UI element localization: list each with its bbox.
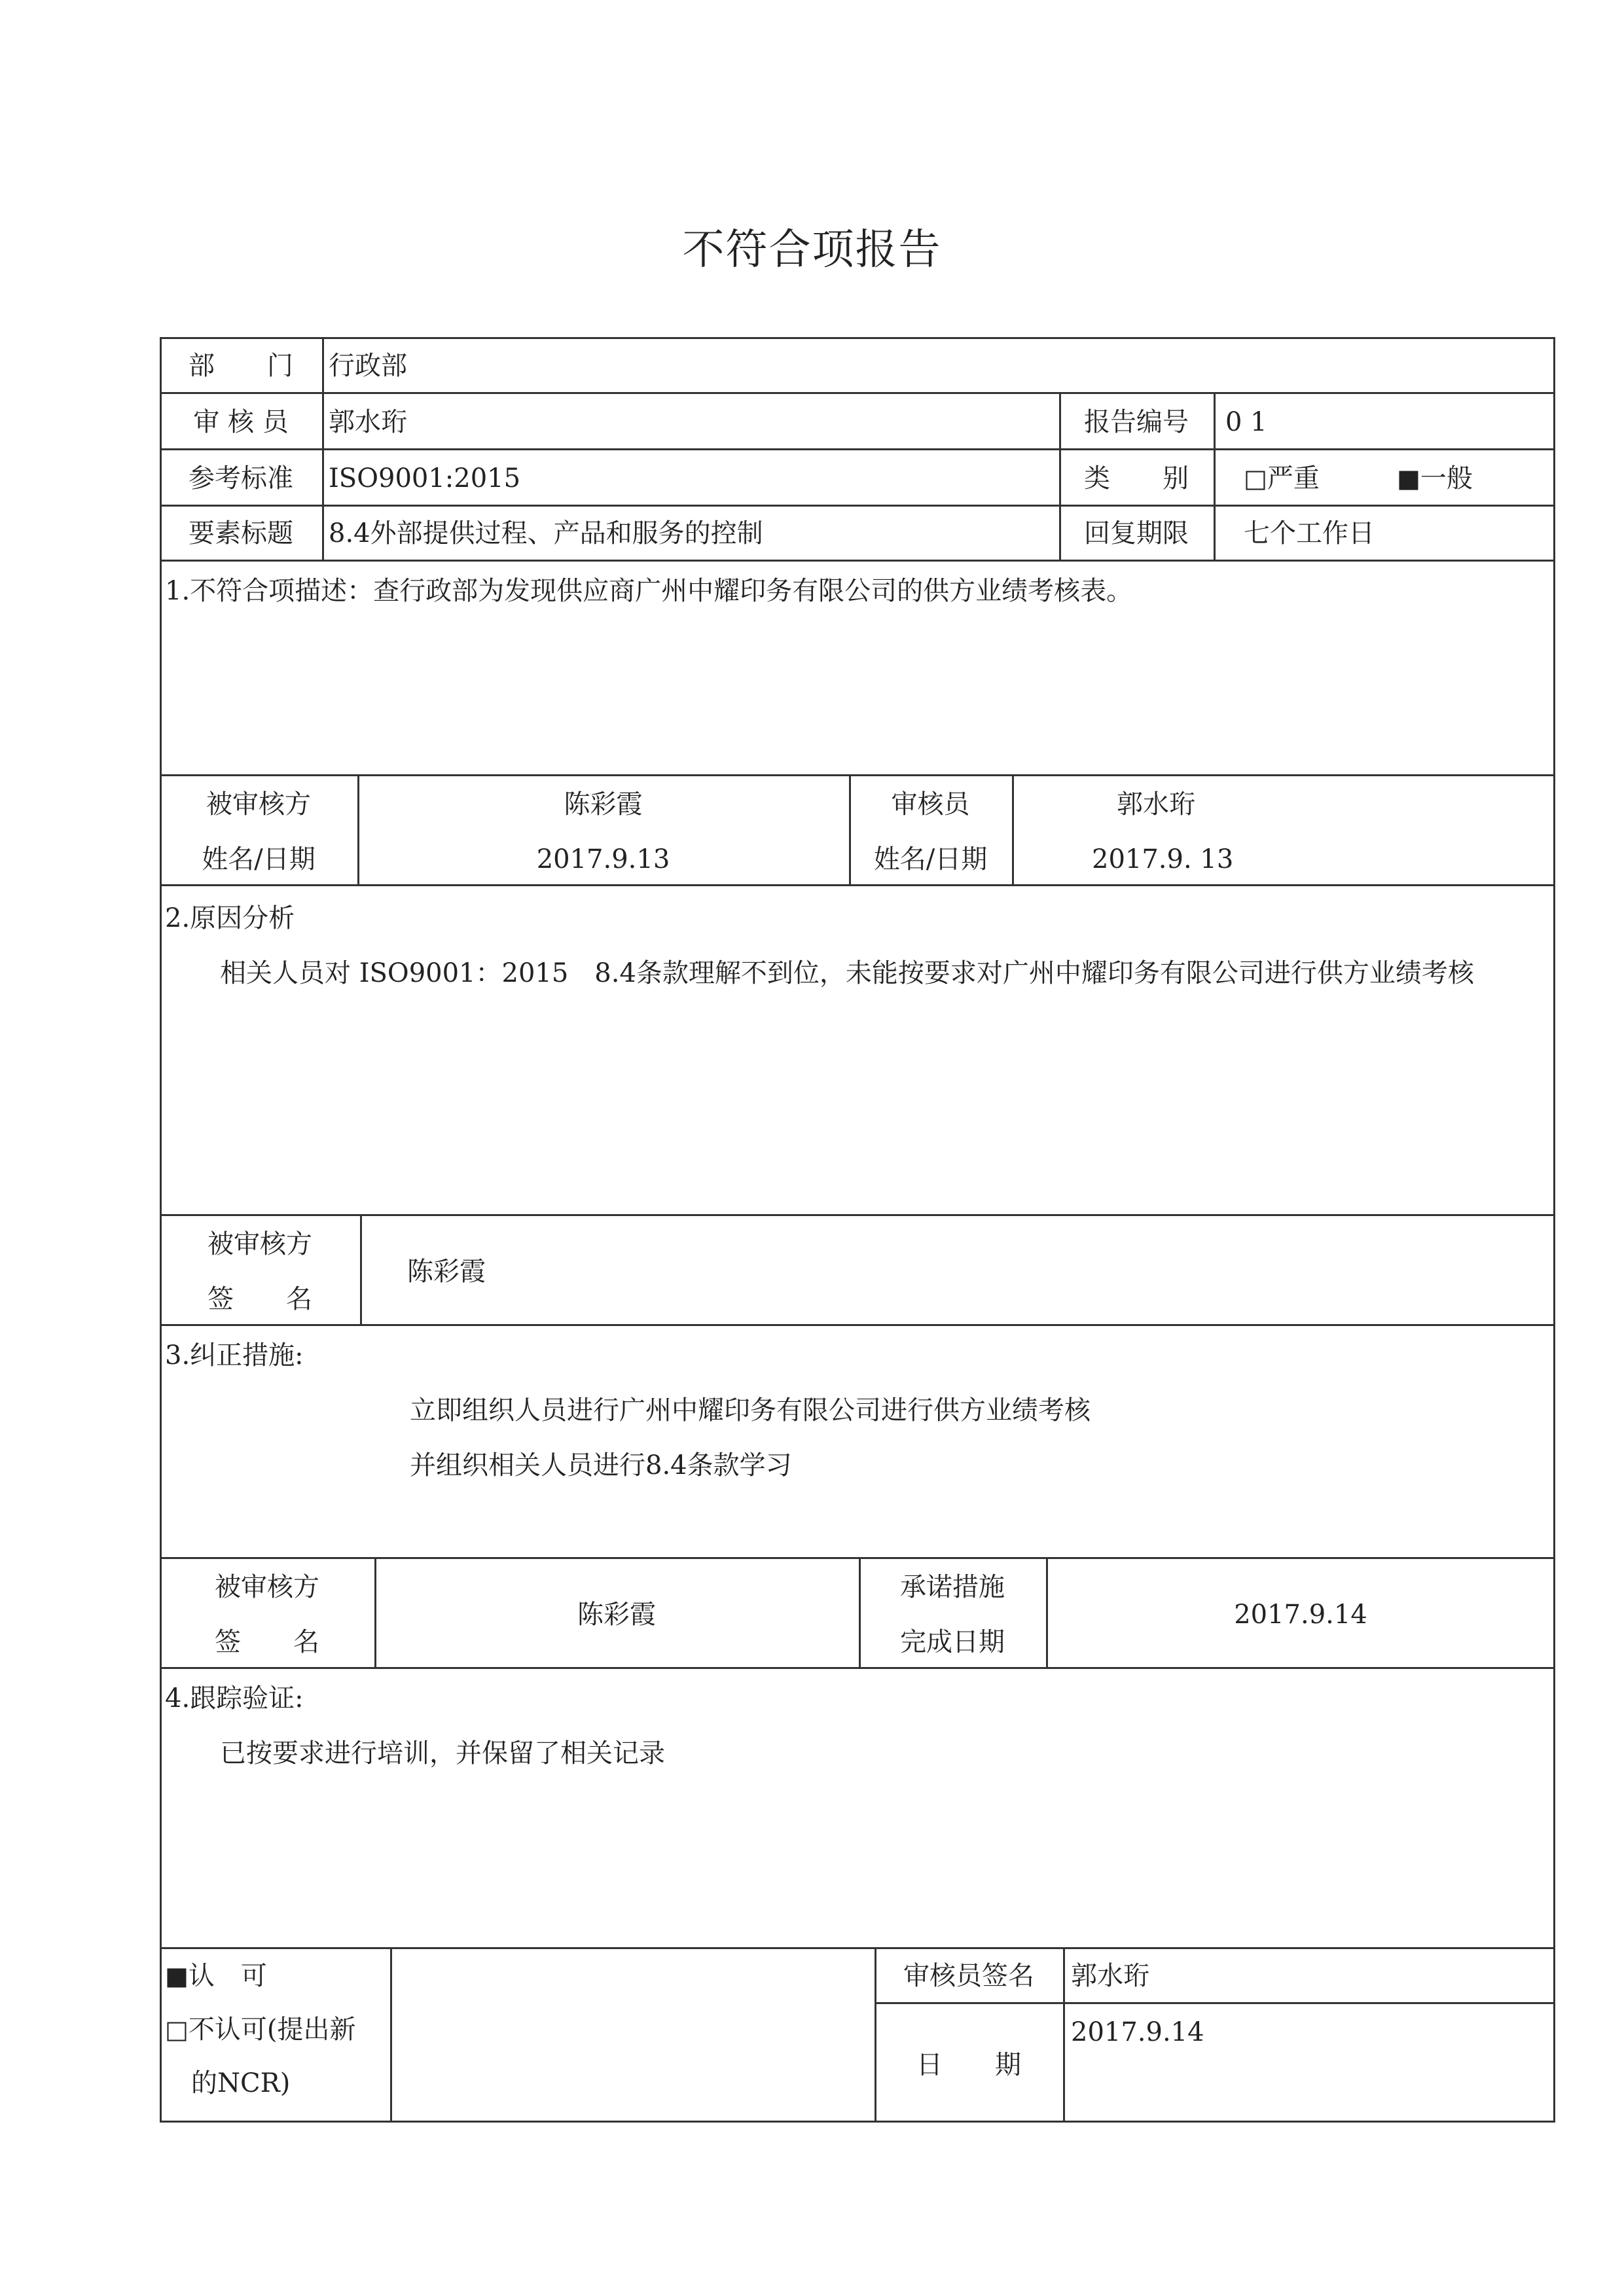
commit-date-value: 2017.9.14: [1234, 1600, 1367, 1630]
nonconformity-report-form: [160, 337, 1555, 2123]
date-label: 日 期: [916, 2050, 1021, 2080]
reply-value: 七个工作日: [1244, 518, 1375, 548]
section4-heading: 4.跟踪验证:: [165, 1683, 304, 1713]
section1-auditor-label-2: 姓名/日期: [873, 844, 988, 874]
table-border-bottom: [160, 2121, 1555, 2123]
section3-heading: 3.纠正措施:: [165, 1340, 304, 1371]
section3-sign-value: 陈彩霞: [577, 1600, 656, 1630]
section1-auditor-name: 郭水珩: [1117, 789, 1195, 819]
element-label: 要素标题: [189, 518, 293, 548]
category-general-option[interactable]: [1397, 463, 1473, 494]
col-divider: [1012, 774, 1014, 884]
col-divider: [390, 1947, 392, 2123]
section3-sign-label-2: 签 名: [215, 1627, 319, 1657]
date-value: 2017.9.14: [1071, 2017, 1204, 2047]
section2-cause-text: 相关人员对 ISO9001：2015 8.4条款理解不到位，未能按要求对广州中耀印务有限公司进行供方业绩考核: [220, 958, 1474, 988]
report-no-label: 报告编号: [1084, 407, 1189, 437]
auditor-label: 审 核 员: [193, 407, 289, 437]
standard-label: 参考标准: [189, 463, 293, 493]
row-divider: [160, 1324, 1555, 1326]
category-label: 类 别: [1084, 463, 1189, 493]
checked-checkbox-icon[interactable]: ■: [165, 1962, 189, 1990]
section3-measure-line-1: 立即组织人员进行广州中耀印务有限公司进行供方业绩考核: [410, 1395, 1091, 1426]
approve-label: 认 可: [188, 1961, 267, 1991]
auditor-sign-value: 郭水珩: [1071, 1961, 1149, 1991]
unchecked-checkbox-icon[interactable]: □: [1244, 464, 1267, 493]
category-serious-option[interactable]: [1244, 463, 1320, 494]
element-value: 8.4外部提供过程、产品和服务的控制: [329, 518, 763, 548]
row-divider: [160, 1557, 1555, 1559]
row-divider: [160, 392, 1555, 394]
row-divider: [160, 1214, 1555, 1216]
unchecked-checkbox-icon[interactable]: □: [165, 2015, 189, 2044]
col-divider: [322, 337, 324, 560]
auditee-name: 陈彩霞: [564, 789, 643, 819]
department-label: 部 门: [189, 351, 293, 381]
commit-label-1: 承诺措施: [900, 1572, 1005, 1602]
col-divider: [360, 1214, 362, 1324]
reject-option[interactable]: [165, 2014, 356, 2045]
row-divider: [160, 560, 1555, 562]
report-no-value: 0 1: [1225, 407, 1267, 437]
auditee-label-2: 姓名/日期: [202, 844, 316, 874]
category-serious-label: 严重: [1267, 463, 1320, 493]
standard-value: ISO9001:2015: [329, 463, 521, 493]
auditor-value: 郭水珩: [329, 407, 407, 437]
section2-sign-label-1: 被审核方: [208, 1229, 312, 1259]
page-title: 不符合项报告: [682, 226, 942, 274]
section3-measure-line-2: 并组织相关人员进行8.4条款学习: [410, 1450, 792, 1480]
row-divider: [875, 2002, 1555, 2004]
department-value: 行政部: [329, 351, 407, 381]
reject-label-cont: 的NCR): [191, 2068, 291, 2098]
reject-label: 不认可(提出新: [188, 2015, 356, 2045]
row-divider: [160, 884, 1555, 886]
row-divider: [160, 774, 1555, 776]
auditee-date: 2017.9.13: [536, 844, 670, 874]
section2-sign-label-2: 签 名: [208, 1284, 312, 1314]
section3-sign-label-1: 被审核方: [215, 1572, 319, 1602]
reply-label: 回复期限: [1084, 518, 1189, 548]
approve-option[interactable]: [165, 1960, 267, 1992]
section2-sign-value: 陈彩霞: [407, 1257, 486, 1287]
row-divider: [160, 505, 1555, 507]
auditee-label-1: 被审核方: [206, 789, 311, 819]
section2-heading: 2.原因分析: [165, 903, 295, 933]
table-border-top: [160, 337, 1555, 339]
auditor-sign-label: 审核员签名: [903, 1961, 1034, 1991]
col-divider: [1214, 392, 1216, 560]
row-divider: [160, 448, 1555, 450]
section4-verification-text: 已按要求进行培训，并保留了相关记录: [220, 1738, 665, 1768]
section1-auditor-date: 2017.9. 13: [1092, 844, 1234, 874]
category-general-label: 一般: [1420, 463, 1473, 493]
section1-auditor-label-1: 审核员: [891, 789, 970, 819]
checked-checkbox-icon[interactable]: ■: [1397, 464, 1420, 493]
col-divider: [1063, 1947, 1065, 2123]
table-border-right: [1553, 337, 1555, 2123]
row-divider: [160, 1667, 1555, 1669]
commit-label-2: 完成日期: [900, 1627, 1005, 1657]
section1-description: 1.不符合项描述：查行政部为发现供应商广州中耀印务有限公司的供方业绩考核表。: [165, 576, 1133, 606]
row-divider: [160, 1947, 1555, 1949]
